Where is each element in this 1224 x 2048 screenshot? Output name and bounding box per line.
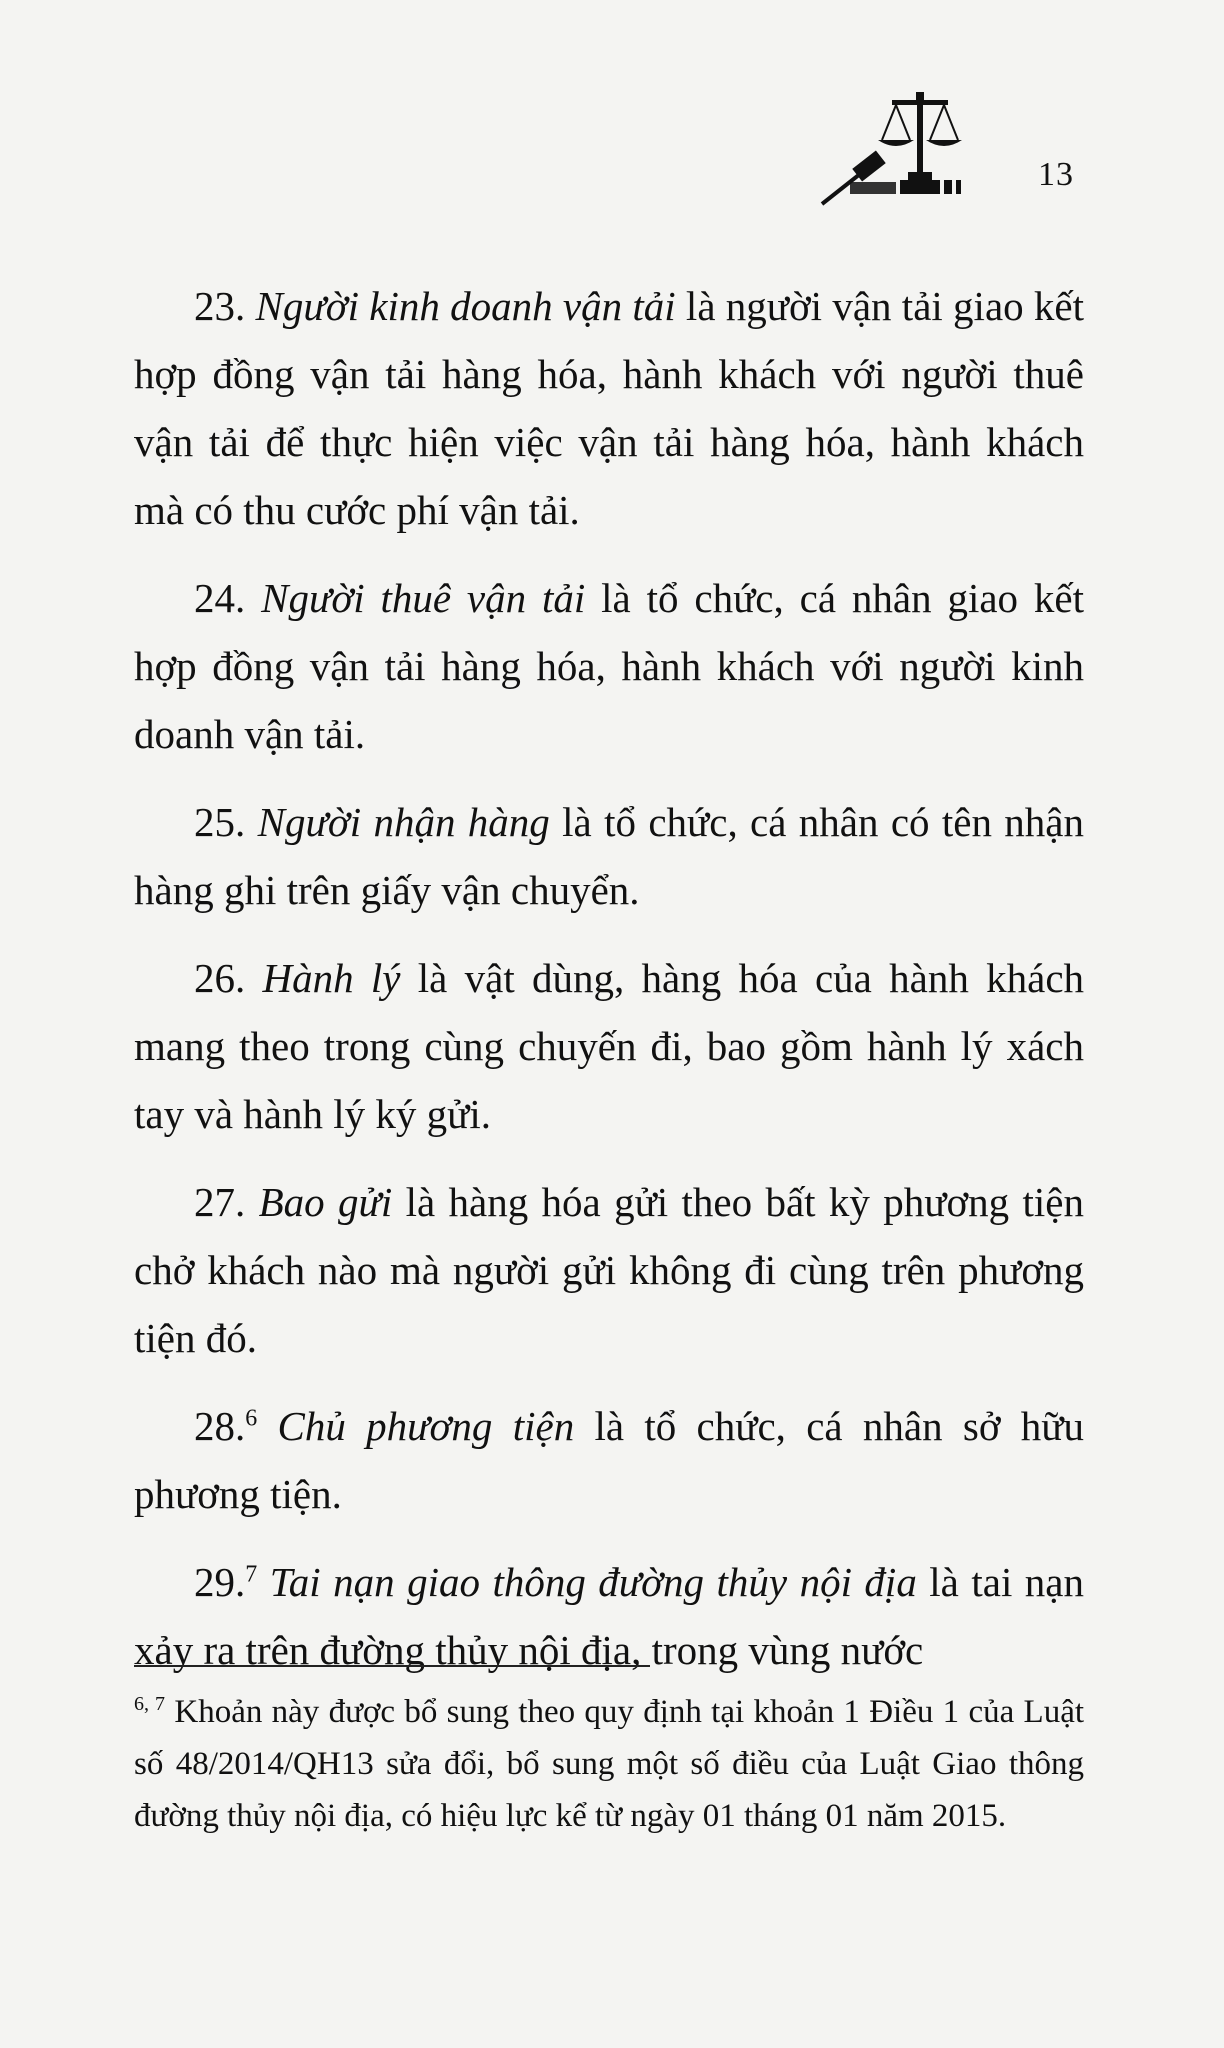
scales-and-gavel-icon bbox=[820, 86, 1000, 206]
footnote-text: Khoản này được bổ sung theo quy định tại khoản 1 Điều 1 của Luật số 48/2014/QH13 sửa đổi, bổ sung một số điều của Luật Giao thông đường thủy nội địa, có hiệu lực kể từ ngày 01 tháng 01 năm 2015. bbox=[134, 1694, 1085, 1834]
footnote-divider bbox=[134, 1665, 650, 1667]
definition-text: là tai nạn xảy ra trên đường thủy nội địa, trong vùng nước bbox=[134, 1559, 1084, 1673]
defined-term: Người nhận hàng bbox=[257, 799, 550, 845]
defined-term: Người thuê vận tải bbox=[261, 575, 586, 621]
definition-text: là người vận tải giao kết hợp đồng vận tải hàng hóa, hành khách với người thuê vận tải để thực hiện việc vận tải hàng hóa, hành khách mà có thu cước phí vận tải. bbox=[134, 283, 1084, 533]
item-number: 24. bbox=[194, 575, 246, 621]
definition-item-23 bbox=[134, 272, 1084, 544]
defined-term: Người kinh doanh vận tải bbox=[255, 283, 676, 329]
footnote-marks: 6, 7 bbox=[134, 1693, 166, 1715]
definition-item-27 bbox=[134, 1168, 1084, 1372]
page-header bbox=[820, 86, 1080, 206]
definition-item-29 bbox=[134, 1548, 1084, 1684]
footnote-ref: 7 bbox=[245, 1561, 258, 1588]
item-number: 28. bbox=[194, 1403, 246, 1449]
item-number: 27. bbox=[194, 1179, 246, 1225]
article-body bbox=[134, 272, 1084, 1704]
item-number: 23. bbox=[194, 283, 246, 329]
definition-text: là tổ chức, cá nhân có tên nhận hàng ghi trên giấy vận chuyển. bbox=[134, 799, 1085, 913]
definition-item-26 bbox=[134, 944, 1084, 1148]
definition-item-28 bbox=[134, 1392, 1084, 1528]
defined-term: Bao gửi bbox=[258, 1179, 393, 1225]
page-number: 13 bbox=[1038, 156, 1074, 193]
definition-item-25 bbox=[134, 788, 1084, 924]
item-number: 26. bbox=[194, 955, 246, 1001]
footnote-ref: 6 bbox=[245, 1405, 258, 1432]
defined-term: Hành lý bbox=[262, 955, 401, 1001]
definition-text: là vật dùng, hàng hóa của hành khách mang theo trong cùng chuyến đi, bao gồm hành lý xách tay và hành lý ký gửi. bbox=[134, 955, 1085, 1137]
item-number: 25. bbox=[194, 799, 246, 845]
item-number: 29. bbox=[194, 1559, 246, 1605]
definition-item-24 bbox=[134, 564, 1084, 768]
defined-term: Tai nạn giao thông đường thủy nội địa bbox=[269, 1559, 917, 1605]
defined-term: Chủ phương tiện bbox=[277, 1403, 575, 1449]
definition-text: là tổ chức, cá nhân giao kết hợp đồng vận tải hàng hóa, hành khách với người kinh doanh vận tải. bbox=[134, 575, 1085, 757]
footnote bbox=[134, 1686, 1084, 1842]
definition-text: là hàng hóa gửi theo bất kỳ phương tiện chở khách nào mà người gửi không đi cùng trên phương tiện đó. bbox=[134, 1179, 1084, 1361]
definition-text: là tổ chức, cá nhân sở hữu phương tiện. bbox=[134, 1403, 1085, 1517]
